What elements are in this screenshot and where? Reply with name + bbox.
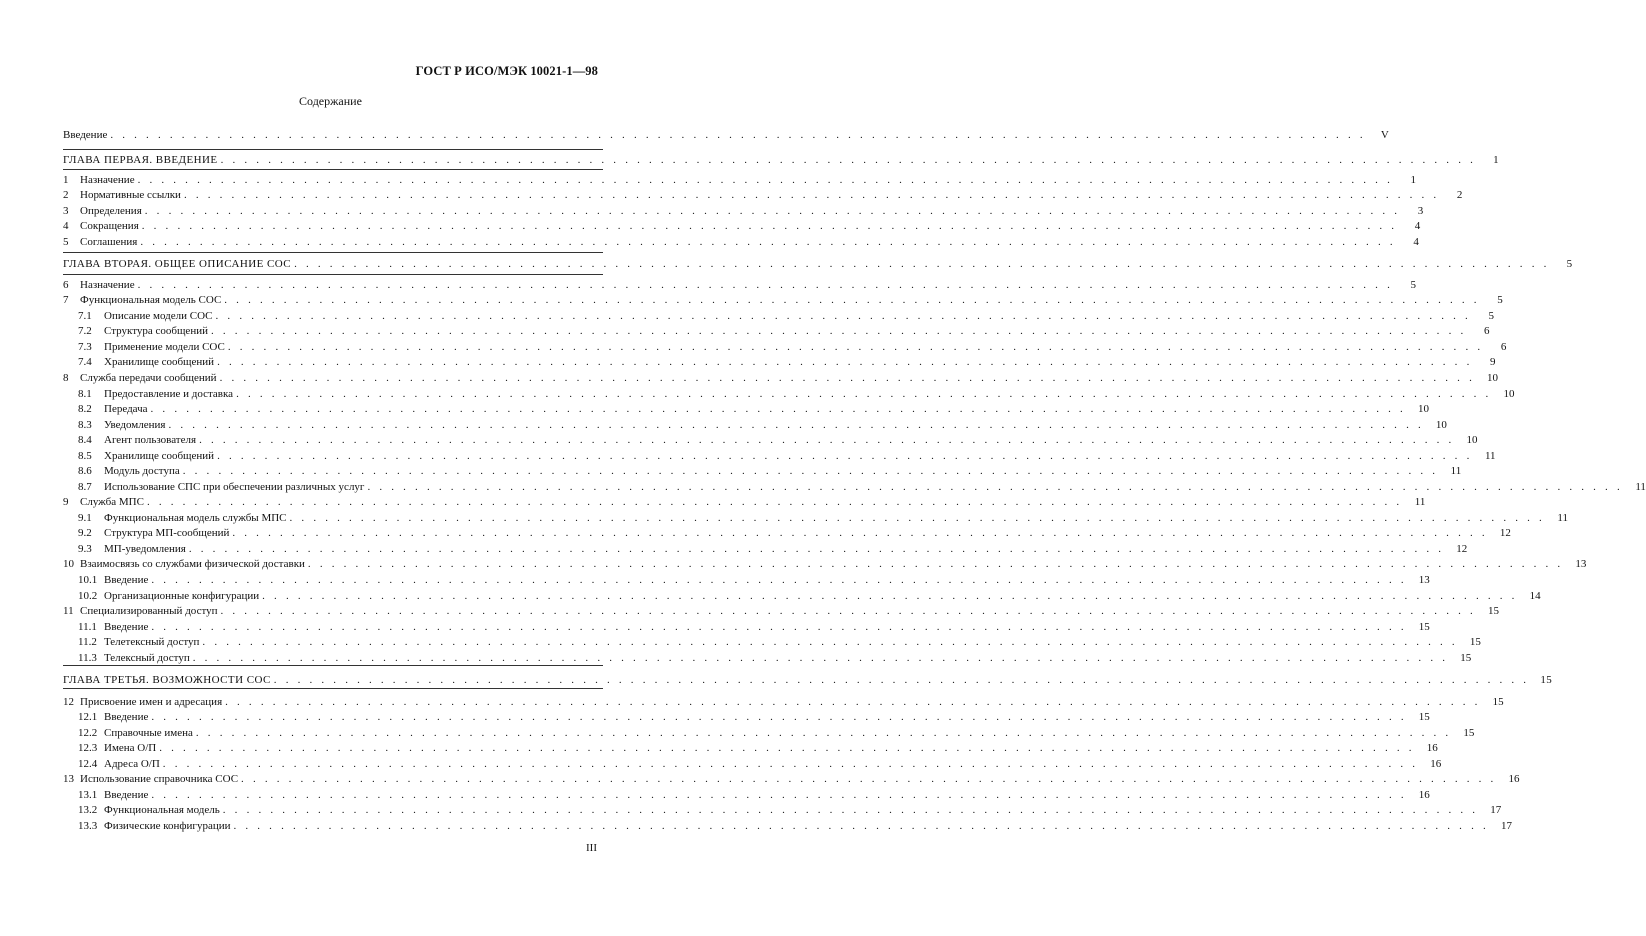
toc-leader-dots: . . . . . . . . . . . . . . . . . . . . . . . . . . . . . . . . . . . . . . . . . . . . . . . . . . . . . . . . . . . . . . . . . . . . . . . . . . . . . . . . . . . . . . . . . . . . . . . . . . . . . . . . . . <box>217 450 1473 462</box>
toc-entry[interactable] <box>78 432 1478 447</box>
toc-entry-page: 15 <box>1418 621 1430 633</box>
toc-entry[interactable] <box>78 463 1462 478</box>
toc-entry-number: 12.4 <box>78 758 98 770</box>
toc-entry-number: 8.7 <box>78 481 92 493</box>
toc-leader-dots: . . . . . . . . . . . . . . . . . . . . . . . . . . . . . . . . . . . . . . . . . . . . . . . . . . . . . . . . . . . . . . . . . . . . . . . . . . . . . . . . . . . . . . . . . . . . . . . . . . . . . . . . . . <box>151 711 1407 723</box>
toc-entry-page: 10 <box>1487 372 1499 384</box>
toc-entry[interactable] <box>78 479 1646 494</box>
toc-entry[interactable] <box>78 818 1512 833</box>
toc-entry-number: 11.1 <box>78 621 97 633</box>
toc-chapter[interactable] <box>63 256 1573 271</box>
toc-entry-number: 7.4 <box>78 356 92 368</box>
divider <box>63 274 603 275</box>
toc-entry-page: 15 <box>1463 727 1475 739</box>
toc-entry-page: 16 <box>1426 742 1438 754</box>
toc-leader-dots: . . . . . . . . . . . . . . . . . . . . . . . . . . . . . . . . . . . . . . . . . . . . . . . . . . . . . . . . . . . . . . . . . . . . . . . . . . . . . . . . . . . . . . . . . . . . . . . . . . . . . . . . . . <box>151 574 1407 586</box>
toc-entry-title: Введение <box>104 621 149 633</box>
toc-entry-title: Нормативные ссылки <box>80 189 181 201</box>
document-code: ГОСТ Р ИСО/МЭК 10021-1—98 <box>415 64 598 78</box>
toc-entry-page: 6 <box>1483 325 1490 337</box>
toc-entry-number: 4 <box>63 220 69 232</box>
toc-entry-page: 5 <box>1488 310 1494 322</box>
toc-entry-title: Физические конфигурации <box>104 820 231 832</box>
toc-entry-page: 14 <box>1529 590 1541 602</box>
toc-leader-dots: . . . . . . . . . . . . . . . . . . . . . . . . . . . . . . . . . . . . . . . . . . . . . . . . . . . . . . . . . . . . . . . . . . . . . . . . . . . . . . . . . . . . . . . . . . . . . . . . . . . . . . . . . . <box>183 189 1440 201</box>
toc-entry-number: 8.6 <box>78 465 92 477</box>
toc-leader-dots: . . . . . . . . . . . . . . . . . . . . . . . . . . . . . . . . . . . . . . . . . . . . . . . . . . . . . . . . . . . . . . . . . . . . . . . . . . . . . . . . . . . . . . . . . . . . . . . . . . . . . . . . . . <box>241 773 1497 785</box>
toc-leader-dots: . . . . . . . . . . . . . . . . . . . . . . . . . . . . . . . . . . . . . . . . . . . . . . . . . . . . . . . . . . . . . . . . . . . . . . . . . . . . . . . . . . . . . . . . . . . . . . . . . . . . . . . . . . <box>188 543 1445 555</box>
toc-entry[interactable] <box>78 650 1472 665</box>
toc-leader-dots: . . . . . . . . . . . . . . . . . . . . . . . . . . . . . . . . . . . . . . . . . . . . . . . . . . . . . . . . . . . . . . . . . . . . . . . . . . . . . . . . . . . . . . . . . . . . . . . . . . . . . . . . . . <box>217 356 1473 368</box>
toc-entry-title: Справочные имена <box>104 727 193 739</box>
toc-entry[interactable] <box>63 203 1424 218</box>
toc-leader-dots: . . . . . . . . . . . . . . . . . . . . . . . . . . . . . . . . . . . . . . . . . . . . . . . . . . . . . . . . . . . . . . . . . . . . . . . . . . . . . . . . . . . . . . . . . . . . . . . . . . . . . . . . . . <box>219 372 1476 384</box>
toc-entry-page: 5 <box>1410 279 1417 291</box>
toc-entry-page: 16 <box>1430 758 1442 770</box>
toc-entry-page: V <box>1380 129 1389 141</box>
toc-leader-dots: . . . . . . . . . . . . . . . . . . . . . . . . . . . . . . . . . . . . . . . . . . . . . . . . . . . . . . . . . . . . . . . . . . . . . . . . . . . . . . . . . . . . . . . . . . . . . . . . . . . . . . . . . . <box>224 294 1480 306</box>
toc-entry-number: 13.2 <box>78 804 98 816</box>
toc-entry-title: Введение <box>104 711 149 723</box>
toc-leader-dots: . . . . . . . . . . . . . . . . . . . . . . . . . . . . . . . . . . . . . . . . . . . . . . . . . . . . . . . . . . . . . . . . . . . . . . . . . . . . . . . . . . . . . . . . . . . . . . . . . . . . . . . . . . <box>273 674 1530 686</box>
toc-leader-dots: . . . . . . . . . . . . . . . . . . . . . . . . . . . . . . . . . . . . . . . . . . . . . . . . . . . . . . . . . . . . . . . . . . . . . . . . . . . . . . . . . . . . . . . . . . . . . . . . . . . . . . . . . . <box>182 465 1439 477</box>
toc-entry[interactable] <box>63 277 1417 292</box>
toc-entry[interactable] <box>63 370 1499 385</box>
toc-entry[interactable] <box>78 634 1481 649</box>
toc-entry[interactable] <box>63 771 1520 786</box>
toc-entry-page: 1 <box>1410 174 1417 186</box>
toc-leader-dots: . . . . . . . . . . . . . . . . . . . . . . . . . . . . . . . . . . . . . . . . . . . . . . . . . . . . . . . . . . . . . . . . . . . . . . . . . . . . . . . . . . . . . . . . . . . . . . . . . . . . . . . . . . <box>202 636 1458 648</box>
toc-entry-number: 7.3 <box>78 341 92 353</box>
toc-entry-page: 10 <box>1466 434 1478 446</box>
toc-entry-number: 13.3 <box>78 820 98 832</box>
toc-entry-title: Телетексный доступ <box>104 636 200 648</box>
toc-entry-title: Передача <box>104 403 148 415</box>
toc-entry-title: Введение <box>63 129 108 141</box>
toc-leader-dots: . . . . . . . . . . . . . . . . . . . . . . . . . . . . . . . . . . . . . . . . . . . . . . . . . . . . . . . . . . . . . . . . . . . . . . . . . . . . . . . . . . . . . . . . . . . . . . . . . . . . . . . . . . <box>307 558 1564 570</box>
toc-entry-title: Телексный доступ <box>104 652 190 664</box>
divider <box>63 665 603 666</box>
toc-entry[interactable] <box>78 354 1496 369</box>
toc-entry-number: 8.5 <box>78 450 92 462</box>
toc-entry[interactable] <box>63 556 1587 571</box>
toc-entry-page: 5 <box>1566 258 1573 270</box>
toc-leader-dots: . . . . . . . . . . . . . . . . . . . . . . . . . . . . . . . . . . . . . . . . . . . . . . . . . . . . . . . . . . . . . . . . . . . . . . . . . . . . . . . . . . . . . . . . . . . . . . . . . . . . . . . . . . <box>220 605 1476 617</box>
toc-entry-title: Служба МПС <box>80 496 144 508</box>
toc-leader-dots: . . . . . . . . . . . . . . . . . . . . . . . . . . . . . . . . . . . . . . . . . . . . . . . . . . . . . . . . . . . . . . . . . . . . . . . . . . . . . . . . . . . . . . . . . . . . . . . . . . . . . . . . . . <box>141 220 1398 232</box>
toc-entry-number: 9 <box>63 496 69 508</box>
toc-entry[interactable] <box>78 740 1438 755</box>
toc-leader-dots: . . . . . . . . . . . . . . . . . . . . . . . . . . . . . . . . . . . . . . . . . . . . . . . . . . . . . . . . . . . . . . . . . . . . . . . . . . . . . . . . . . . . . . . . . . . . . . . . . . . . . . . . . . <box>146 496 1403 508</box>
toc-leader-dots: . . . . . . . . . . . . . . . . . . . . . . . . . . . . . . . . . . . . . . . . . . . . . . . . . . . . . . . . . . . . . . . . . . . . . . . . . . . . . . . . . . . . . . . . . . . . . . . . . . . . . . . . . . <box>233 820 1489 832</box>
toc-entry[interactable] <box>78 802 1502 817</box>
toc-entry[interactable] <box>78 541 1468 556</box>
toc-entry-title: ГЛАВА ПЕРВАЯ. ВВЕДЕНИЕ <box>63 154 218 166</box>
toc-entry-page: 15 <box>1540 674 1553 686</box>
toc-entry-number: 3 <box>63 205 69 217</box>
toc-entry[interactable] <box>78 386 1515 401</box>
toc-leader-dots: . . . . . . . . . . . . . . . . . . . . . . . . . . . . . . . . . . . . . . . . . . . . . . . . . . . . . . . . . . . . . . . . . . . . . . . . . . . . . . . . . . . . . . . . . . . . . . . . . . . . . . . . . . <box>236 388 1492 400</box>
toc-entry[interactable] <box>78 709 1430 724</box>
toc-entry-page: 4 <box>1414 220 1421 232</box>
toc-entry-title: МП-уведомления <box>104 543 186 555</box>
toc-entry-number: 10 <box>63 558 74 570</box>
toc-entry[interactable] <box>78 525 1511 540</box>
toc-entry-page: 13 <box>1575 558 1587 570</box>
toc-entry-title: Функциональная модель службы МПС <box>104 512 287 524</box>
toc-leader-dots: . . . . . . . . . . . . . . . . . . . . . . . . . . . . . . . . . . . . . . . . . . . . . . . . . . . . . . . . . . . . . . . . . . . . . . . . . . . . . . . . . . . . . . . . . . . . . . . . . . . . . . . . . . <box>159 742 1415 754</box>
toc-leader-dots: . . . . . . . . . . . . . . . . . . . . . . . . . . . . . . . . . . . . . . . . . . . . . . . . . . . . . . . . . . . . . . . . . . . . . . . . . . . . . . . . . . . . . . . . . . . . . . . . . . . . . . . . . . <box>144 205 1401 217</box>
toc-entry-page: 15 <box>1469 636 1481 648</box>
toc-entry-title: Назначение <box>80 174 135 186</box>
toc-entry-title: Организационные конфигурации <box>104 590 260 602</box>
toc-entry[interactable] <box>78 756 1442 771</box>
toc-leader-dots: . . . . . . . . . . . . . . . . . . . . . . . . . . . . . . . . . . . . . . . . . . . . . . . . . . . . . . . . . . . . . . . . . . . . . . . . . . . . . . . . . . . . . . . . . . . . . . . . . . . . . . . . . . <box>195 727 1452 739</box>
toc-entry-number: 2 <box>63 189 69 201</box>
page-title: Содержание <box>299 94 362 108</box>
toc-entry-number: 9.3 <box>78 543 92 555</box>
toc-entry-page: 15 <box>1492 696 1504 708</box>
toc-entry-page: 10 <box>1435 419 1447 431</box>
toc-entry-page: 15 <box>1487 605 1499 617</box>
toc-entry-number: 5 <box>63 236 69 248</box>
toc-entry-title: Функциональная модель СОС <box>80 294 222 306</box>
toc-entry-page: 3 <box>1417 205 1424 217</box>
toc-entry[interactable] <box>78 323 1490 338</box>
toc-entry-page: 9 <box>1490 356 1496 368</box>
toc-entry-page: 5 <box>1497 294 1503 306</box>
toc-entry-title: Структура МП-сообщений <box>104 527 230 539</box>
toc-entry-page: 12 <box>1456 543 1468 555</box>
toc-leader-dots: . . . . . . . . . . . . . . . . . . . . . . . . . . . . . . . . . . . . . . . . . . . . . . . . . . . . . . . . . . . . . . . . . . . . . . . . . . . . . . . . . . . . . . . . . . . . . . . . . . . . . . . . . . <box>162 758 1419 770</box>
toc-entry[interactable] <box>63 494 1426 509</box>
toc-entry-title: Назначение <box>80 279 135 291</box>
toc-entry[interactable] <box>78 308 1494 323</box>
toc-leader-dots: . . . . . . . . . . . . . . . . . . . . . . . . . . . . . . . . . . . . . . . . . . . . . . . . . . . . . . . . . . . . . . . . . . . . . . . . . . . . . . . . . . . . . . . . . . . . . . . . . . . . . . . . . . <box>199 434 1455 446</box>
toc-entry-number: 12.2 <box>78 727 98 739</box>
toc-entry-number: 13 <box>63 773 74 785</box>
toc-entry[interactable] <box>63 234 1419 249</box>
page-number: III <box>586 842 597 854</box>
toc-entry-title: ГЛАВА ТРЕТЬЯ. ВОЗМОЖНОСТИ СОС <box>63 674 271 686</box>
toc-leader-dots: . . . . . . . . . . . . . . . . . . . . . . . . . . . . . . . . . . . . . . . . . . . . . . . . . . . . . . . . . . . . . . . . . . . . . . . . . . . . . . . . . . . . . . . . . . . . . . . . . . . . . . . . . . <box>140 236 1396 248</box>
toc-entry-page: 6 <box>1500 341 1507 353</box>
toc-leader-dots: . . . . . . . . . . . . . . . . . . . . . . . . . . . . . . . . . . . . . . . . . . . . . . . . . . . . . . . . . . . . . . . . . . . . . . . . . . . . . . . . . . . . . . . . . . . . . . . . . . . . . . . . . . <box>110 129 1366 141</box>
toc-chapter[interactable] <box>63 152 1500 167</box>
toc-entry[interactable] <box>78 572 1430 587</box>
toc-entry-number: 9.2 <box>78 527 92 539</box>
toc-entry[interactable] <box>78 588 1541 603</box>
toc-entry-title: Описание модели СОС <box>104 310 213 322</box>
toc-entry-title: Адреса О/П <box>104 758 160 770</box>
divider <box>63 688 603 689</box>
toc-entry-title: Соглашения <box>80 236 138 248</box>
toc-entry-page: 11 <box>1484 450 1496 462</box>
toc-entry[interactable] <box>63 292 1503 307</box>
toc-entry-title: Хранилище сообщений <box>104 450 215 462</box>
toc-leader-dots: . . . . . . . . . . . . . . . . . . . . . . . . . . . . . . . . . . . . . . . . . . . . . . . . . . . . . . . . . . . . . . . . . . . . . . . . . . . . . . . . . . . . . . . . . . . . . . . . . . . . . . . . . . <box>137 279 1394 291</box>
toc-entry-title: Имена О/П <box>104 742 157 754</box>
toc-entry-number: 8 <box>63 372 69 384</box>
toc-entry-title: Хранилище сообщений <box>104 356 215 368</box>
toc-entry[interactable] <box>63 218 1421 233</box>
toc-entry-title: Агент пользователя <box>104 434 197 446</box>
toc-entry-page: 16 <box>1508 773 1520 785</box>
toc-leader-dots: . . . . . . . . . . . . . . . . . . . . . . . . . . . . . . . . . . . . . . . . . . . . . . . . . . . . . . . . . . . . . . . . . . . . . . . . . . . . . . . . . . . . . . . . . . . . . . . . . . . . . . . . . . <box>137 174 1394 186</box>
toc-entry-title: Введение <box>104 789 149 801</box>
toc-leader-dots: . . . . . . . . . . . . . . . . . . . . . . . . . . . . . . . . . . . . . . . . . . . . . . . . . . . . . . . . . . . . . . . . . . . . . . . . . . . . . . . . . . . . . . . . . . . . . . . . . . . . . . . . . . <box>151 621 1407 633</box>
toc-entry-page: 1 <box>1493 154 1500 166</box>
toc-entry-number: 7 <box>63 294 69 306</box>
toc-entry-page: 10 <box>1417 403 1429 415</box>
toc-entry-title: Уведомления <box>104 419 166 431</box>
toc-entry-title: Определения <box>80 205 142 217</box>
toc-entry-title: Сокращения <box>80 220 139 232</box>
toc-entry[interactable] <box>63 127 1389 142</box>
toc-entry-number: 12.1 <box>78 711 98 723</box>
toc-entry[interactable] <box>63 172 1417 187</box>
toc-entry-number: 9.1 <box>78 512 92 524</box>
toc-leader-dots: . . . . . . . . . . . . . . . . . . . . . . . . . . . . . . . . . . . . . . . . . . . . . . . . . . . . . . . . . . . . . . . . . . . . . . . . . . . . . . . . . . . . . . . . . . . . . . . . . . . . . . . . . . <box>150 403 1406 415</box>
toc-entry-number: 12 <box>63 696 74 708</box>
toc-leader-dots: . . . . . . . . . . . . . . . . . . . . . . . . . . . . . . . . . . . . . . . . . . . . . . . . . . . . . . . . . . . . . . . . . . . . . . . . . . . . . . . . . . . . . . . . . . . . . . . . . . . . . . . . . . <box>262 590 1518 602</box>
toc-entry[interactable] <box>78 401 1429 416</box>
toc-entry[interactable] <box>63 694 1504 709</box>
toc-chapter[interactable] <box>63 672 1553 687</box>
toc-entry-page: 11 <box>1557 512 1568 524</box>
toc-entry-page: 4 <box>1413 236 1419 248</box>
toc-entry-title: Служба передачи сообщений <box>80 372 217 384</box>
toc-entry-number: 10.1 <box>78 574 98 586</box>
toc-entry[interactable] <box>63 187 1463 202</box>
toc-entry-title: Использование справочника СОС <box>80 773 239 785</box>
toc-entry[interactable] <box>78 619 1430 634</box>
toc-entry[interactable] <box>78 787 1430 802</box>
toc-entry-number: 1 <box>63 174 69 186</box>
toc-leader-dots: . . . . . . . . . . . . . . . . . . . . . . . . . . . . . . . . . . . . . . . . . . . . . . . . . . . . . . . . . . . . . . . . . . . . . . . . . . . . . . . . . . . . . . . . . . . . . . . . . . . . . . . . . . <box>225 696 1481 708</box>
toc-entry-number: 6 <box>63 279 69 291</box>
toc-entry-number: 8.3 <box>78 419 92 431</box>
toc-entry-title: Использование СПС при обеспечении различных услуг <box>104 481 365 493</box>
toc-entry[interactable] <box>78 417 1447 432</box>
toc-entry-number: 11.3 <box>78 652 97 664</box>
toc-leader-dots: . . . . . . . . . . . . . . . . . . . . . . . . . . . . . . . . . . . . . . . . . . . . . . . . . . . . . . . . . . . . . . . . . . . . . . . . . . . . . . . . . . . . . . . . . . . . . . . . . . . . . . . . . . <box>220 154 1477 166</box>
toc-entry-page: 15 <box>1418 711 1430 723</box>
toc-leader-dots: . . . . . . . . . . . . . . . . . . . . . . . . . . . . . . . . . . . . . . . . . . . . . . . . . . . . . . . . . . . . . . . . . . . . . . . . . . . . . . . . . . . . . . . . . . . . . . . . . . . . . . . . . . <box>222 804 1479 816</box>
toc-entry-number: 13.1 <box>78 789 98 801</box>
toc-entry-title: Введение <box>104 574 149 586</box>
toc-entry-number: 8.4 <box>78 434 92 446</box>
toc-entry-page: 11 <box>1635 481 1646 493</box>
toc-entry-title: Модуль доступа <box>104 465 180 477</box>
toc-leader-dots: . . . . . . . . . . . . . . . . . . . . . . . . . . . . . . . . . . . . . . . . . . . . . . . . . . . . . . . . . . . . . . . . . . . . . . . . . . . . . . . . . . . . . . . . . . . . . . . . . . . . . . . . . . <box>367 481 1623 493</box>
toc-entry-title: Присвоение имен и адресация <box>80 696 223 708</box>
toc-leader-dots: . . . . . . . . . . . . . . . . . . . . . . . . . . . . . . . . . . . . . . . . . . . . . . . . . . . . . . . . . . . . . . . . . . . . . . . . . . . . . . . . . . . . . . . . . . . . . . . . . . . . . . . . . . <box>289 512 1545 524</box>
toc-entry-number: 8.2 <box>78 403 92 415</box>
toc-leader-dots: . . . . . . . . . . . . . . . . . . . . . . . . . . . . . . . . . . . . . . . . . . . . . . . . . . . . . . . . . . . . . . . . . . . . . . . . . . . . . . . . . . . . . . . . . . . . . . . . . . . . . . . . . . <box>151 789 1407 801</box>
toc-entry-title: Функциональная модель <box>104 804 220 816</box>
toc-leader-dots: . . . . . . . . . . . . . . . . . . . . . . . . . . . . . . . . . . . . . . . . . . . . . . . . . . . . . . . . . . . . . . . . . . . . . . . . . . . . . . . . . . . . . . . . . . . . . . . . . . . . . . . . . . <box>232 527 1488 539</box>
toc-leader-dots: . . . . . . . . . . . . . . . . . . . . . . . . . . . . . . . . . . . . . . . . . . . . . . . . . . . . . . . . . . . . . . . . . . . . . . . . . . . . . . . . . . . . . . . . . . . . . . . . . . . . . . . . . . <box>192 652 1449 664</box>
toc-entry-title: Применение модели СОС <box>104 341 225 353</box>
toc-entry[interactable] <box>78 448 1496 463</box>
toc-entry-page: 11 <box>1450 465 1462 477</box>
toc-leader-dots: . . . . . . . . . . . . . . . . . . . . . . . . . . . . . . . . . . . . . . . . . . . . . . . . . . . . . . . . . . . . . . . . . . . . . . . . . . . . . . . . . . . . . . . . . . . . . . . . . . . . . . . . . . <box>210 325 1467 337</box>
toc-entry-number: 8.1 <box>78 388 92 400</box>
toc-leader-dots: . . . . . . . . . . . . . . . . . . . . . . . . . . . . . . . . . . . . . . . . . . . . . . . . . . . . . . . . . . . . . . . . . . . . . . . . . . . . . . . . . . . . . . . . . . . . . . . . . . . . . . . . . . <box>227 341 1484 353</box>
toc-entry-page: 2 <box>1456 189 1463 201</box>
toc-entry-page: 16 <box>1418 789 1430 801</box>
toc-entry-number: 7.2 <box>78 325 92 337</box>
divider <box>63 252 603 253</box>
divider <box>63 149 603 150</box>
toc-entry[interactable] <box>63 603 1499 618</box>
toc-entry-page: 17 <box>1500 820 1512 832</box>
toc-leader-dots: . . . . . . . . . . . . . . . . . . . . . . . . . . . . . . . . . . . . . . . . . . . . . . . . . . . . . . . . . . . . . . . . . . . . . . . . . . . . . . . . . . . . . . . . . . . . . . . . . . . . . . . . . . <box>294 258 1550 270</box>
toc-entry-page: 12 <box>1499 527 1511 539</box>
toc-leader-dots: . . . . . . . . . . . . . . . . . . . . . . . . . . . . . . . . . . . . . . . . . . . . . . . . . . . . . . . . . . . . . . . . . . . . . . . . . . . . . . . . . . . . . . . . . . . . . . . . . . . . . . . . . . <box>215 310 1471 322</box>
toc-entry-page: 10 <box>1503 388 1515 400</box>
toc-entry-page: 17 <box>1490 804 1502 816</box>
toc-entry-page: 11 <box>1414 496 1426 508</box>
toc-entry[interactable] <box>78 339 1507 354</box>
toc-entry-number: 11.2 <box>78 636 97 648</box>
toc-entry[interactable] <box>78 510 1568 525</box>
toc-entry-number: 7.1 <box>78 310 92 322</box>
toc-entry-number: 11 <box>63 605 74 617</box>
toc-entry-title: Взаимосвязь со службами физической доставки <box>80 558 305 570</box>
toc-entry-number: 10.2 <box>78 590 98 602</box>
toc-entry-page: 13 <box>1418 574 1430 586</box>
toc-leader-dots: . . . . . . . . . . . . . . . . . . . . . . . . . . . . . . . . . . . . . . . . . . . . . . . . . . . . . . . . . . . . . . . . . . . . . . . . . . . . . . . . . . . . . . . . . . . . . . . . . . . . . . . . . . <box>168 419 1424 431</box>
toc-entry-number: 12.3 <box>78 742 98 754</box>
divider <box>63 169 603 170</box>
toc-entry-title: Структура сообщений <box>104 325 208 337</box>
toc-entry-page: 15 <box>1460 652 1472 664</box>
toc-entry-title: Специализированный доступ <box>80 605 218 617</box>
toc-entry-title: Предоставление и доставка <box>104 388 234 400</box>
toc-entry[interactable] <box>78 725 1475 740</box>
toc-entry-title: ГЛАВА ВТОРАЯ. ОБЩЕЕ ОПИСАНИЕ СОС <box>63 258 292 270</box>
